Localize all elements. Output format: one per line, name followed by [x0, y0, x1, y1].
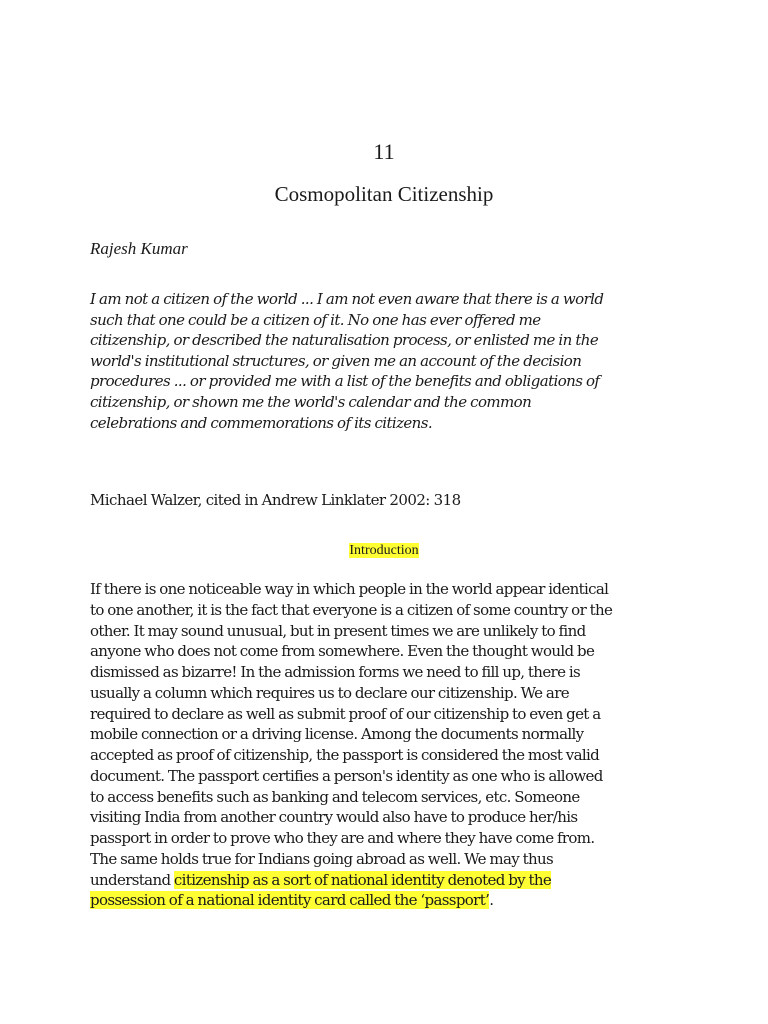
body-line-plain: understand [90, 870, 174, 889]
body-line: If there is one noticeable way in which people in the world appear identical [90, 580, 609, 598]
epigraph-line: I am not a citizen of the world ... I am not even aware that there is a world [90, 290, 604, 308]
body-line-end: . [489, 891, 494, 910]
epigraph-line: citizenship, or shown me the world's calendar and the common [90, 392, 532, 411]
author-name: Rajesh Kumar [90, 239, 188, 258]
chapter-number: 11 [373, 139, 395, 164]
epigraph-line: celebrations and commemorations of its citizens. [90, 413, 433, 432]
body-line: to access benefits such as banking and telecom services, etc. Someone [90, 787, 580, 806]
body-line: mobile connection or a driving license. Among the documents normally [90, 725, 584, 744]
body-line: visiting India from another country would also have to produce her/his [90, 808, 578, 827]
body-line: accepted as proof of citizenship, the passport is considered the most valid [90, 746, 600, 764]
body-line: passport in order to prove who they are and where they have come from. [90, 829, 595, 847]
body-line: dismissed as bizarre! In the admission forms we need to fill up, there is [90, 663, 581, 681]
epigraph-quote [90, 289, 690, 433]
chapter-title: Cosmopolitan Citizenship [274, 182, 494, 206]
highlighted-text: citizenship as a sort of national identity denoted by the [173, 870, 552, 889]
highlighted-text: possession of a national identity card called the ‘passport’ [90, 891, 490, 910]
body-line: required to declare as well as submit proof of our citizenship to even get a [90, 704, 601, 723]
body-paragraph [90, 579, 690, 911]
body-line: The same holds true for Indians going abroad as well. We may thus [90, 849, 554, 868]
body-line: document. The passport certifies a person's identity as one who is allowed [90, 766, 603, 785]
body-line: usually a column which requires us to declare our citizenship. We are [90, 683, 569, 702]
section-heading [0, 541, 768, 561]
section-heading-text: Introduction [349, 543, 419, 558]
body-line: to one another, it is the fact that everyone is a citizen of some country or the [90, 600, 613, 619]
epigraph-line: citizenship, or described the naturalisation process, or enlisted me in the [90, 331, 599, 350]
epigraph-line: such that one could be a citizen of it. No one has ever offered me [90, 310, 541, 329]
epigraph-citation: Michael Walzer, cited in Andrew Linklater 2002: 318 [90, 491, 461, 509]
body-line: anyone who does not come from somewhere. Even the thought would be [90, 642, 595, 661]
epigraph-line: procedures ... or provided me with a list of the benefits and obligations of [90, 372, 600, 391]
epigraph-line: world's institutional structures, or given me an account of the decision [90, 351, 582, 370]
body-line: other. It may sound unusual, but in present times we are unlikely to find [90, 621, 586, 640]
